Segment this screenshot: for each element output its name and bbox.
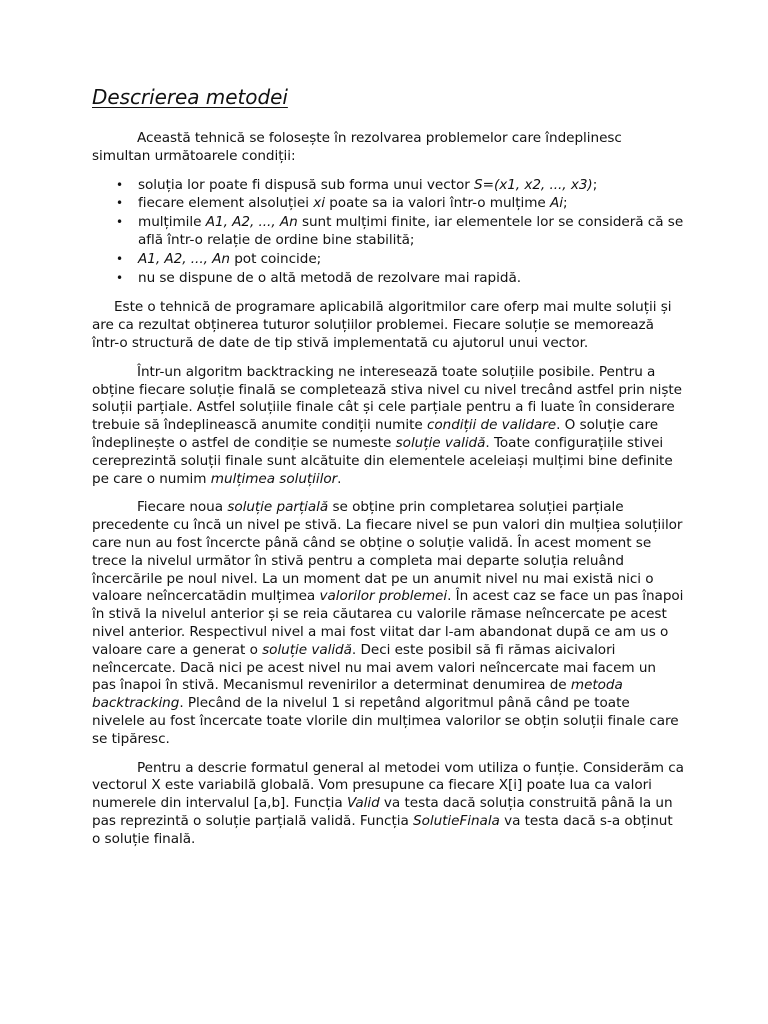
list-item [116,251,684,269]
paragraph-text: . Deci este posibil să fi rămas aicivalori neîncercate. Dacă nici pe acest nivel nu mai avem valori neîncercate mai facem un pas înapoi în stivă. Mecanismul revenirilor a determinat denumirea de [92,641,657,694]
page-title: Descrierea metodei [92,85,288,109]
list-item-italic: A1, A2, ..., An [138,250,230,267]
list-item [116,177,684,195]
paragraph-text: va testa dacă soluția construită până la un pas reprezintă o soluție parțială validă. Funcția [92,795,673,829]
paragraph-backtracking [92,364,684,489]
paragraph-italic: Valid [346,795,380,812]
list-item-text: mulțimile [138,214,206,231]
paragraph-text: . O soluție care îndeplinește o astfel de condiție se numeste [92,417,659,451]
paragraph-text: Într-un algoritm backtracking ne interesează toate soluțiile posibile. Pentru a obține fiecare soluție finală se completează stiva nivel cu nivel trecând astfel prin niște soluții parțiale. Astfel soluțiile finale cât și cele parțiale pentru a fi luate în considerare trebuie să îndeplinească anumite condiții numite [92,363,682,434]
bullet-icon: • [116,251,124,266]
intro-text: Această tehnică se folosește în rezolvarea problemelor care îndeplinesc simultan următoarele condiții: [92,130,622,164]
list-item [116,214,684,250]
paragraph-italic: soluție parțială [227,499,329,516]
paragraph-italic: valorilor problemei [319,588,448,605]
paragraph-text: . În acest caz se face un pas înapoi în stivă la nivelul anterior și se reia căutarea cu valorile rămase neîncercate pe acest nivel anterior. Respectivul nivel a mai fost viitat dar l-am abandonat după ce am us o valoare care a generat o [92,588,684,658]
bullet-icon: • [116,196,124,211]
bullet-icon: • [116,177,124,192]
bullet-icon: • [116,215,124,230]
paragraph-italic: condiții de validare [426,417,557,434]
list-item-text: nu se dispune de o altă metodă de rezolvare mai rapidă. [138,269,521,286]
list-item-italic: A1, A2, ..., An [205,214,298,231]
list-item-text: ; [563,195,568,212]
paragraph-italic: SolutieFinala [413,812,500,829]
paragraph-overview [92,299,684,352]
bullet-icon: • [116,270,124,285]
list-item-italic: Ai [550,195,564,212]
paragraph-italic: metoda backtracking [92,677,623,712]
list-item-text: poate sa ia valori într-o mulțime [324,195,551,212]
paragraph-text: . Plecând de la nivelul 1 si repetând algoritmul până când pe toate nivelele au fost încercate toate vlorile din mulțimea valorilor se obțin soluții finale care se tipăresc. [92,695,679,747]
paragraph-partial-solution [92,499,684,748]
list-item-text: soluția lor poate fi dispusă sub forma unui vector [138,176,475,193]
paragraph-text: . [337,470,342,487]
list-item-text: ; [592,176,598,193]
paragraph-italic: soluție validă [262,641,352,658]
document-body [92,84,684,859]
intro-paragraph [92,130,684,166]
list-item-text: sunt mulțimi finite, iar elementele lor se consideră că se află într-o relație de ordine bine stabilită; [138,214,684,248]
paragraph-text: va testa dacă s-a obținut o soluție finală. [92,812,673,847]
list-item [116,270,684,288]
paragraph-text: Este o tehnică de programare aplicabilă algoritmilor care oferp mai multe soluții și are ca rezultat obținerea tuturor soluțiilor problemei. Fiecare soluție se memorează într-o structură de date de tip stivă implementată cu ajutorul unui vector. [92,299,672,351]
paragraph-text: Fiecare noua [137,499,228,516]
conditions-list [116,177,684,288]
list-item-text: pot coincide; [229,250,322,267]
paragraph-italic: soluție validă [395,434,486,451]
paragraph-text: Pentru a descrie formatul general al metodei vom utiliza o funție. Considerăm ca vectorul X este variabilă globală. Vom presupune ca fiecare X[i] poate lua ca valori numerele din intervalul [a,b]. Funcția [92,759,684,812]
list-item-text: fiecare element alsoluției [138,195,314,212]
paragraph-general-format [92,760,684,849]
list-item-italic: S=(x1, x2, ..., x3) [474,176,593,193]
list-item [116,195,684,213]
paragraph-text: . Toate configurațiile stivei cereprezintă soluții finale sunt alcătuite din elementele aceleiași mulțimi bine definite pe care o numim [92,434,673,487]
paragraph-text: se obține prin completarea soluției parțiale precedente cu încă un nivel pe stivă. La fiecare nivel se pun valori din mulțiea soluțiilor care nun au fost încercte până când se obține o soluție validă. În acest moment se trece la nivelul următor în stivă pentru a completa mai departe soluția reluând încercările pe noul nivel. La un moment dat pe un anumit nivel nu mai există nici o valoare neîncercatădin mulțimea [92,499,683,605]
list-item-italic: xi [313,195,325,212]
paragraph-italic: mulțimea soluțiilor [210,470,338,487]
